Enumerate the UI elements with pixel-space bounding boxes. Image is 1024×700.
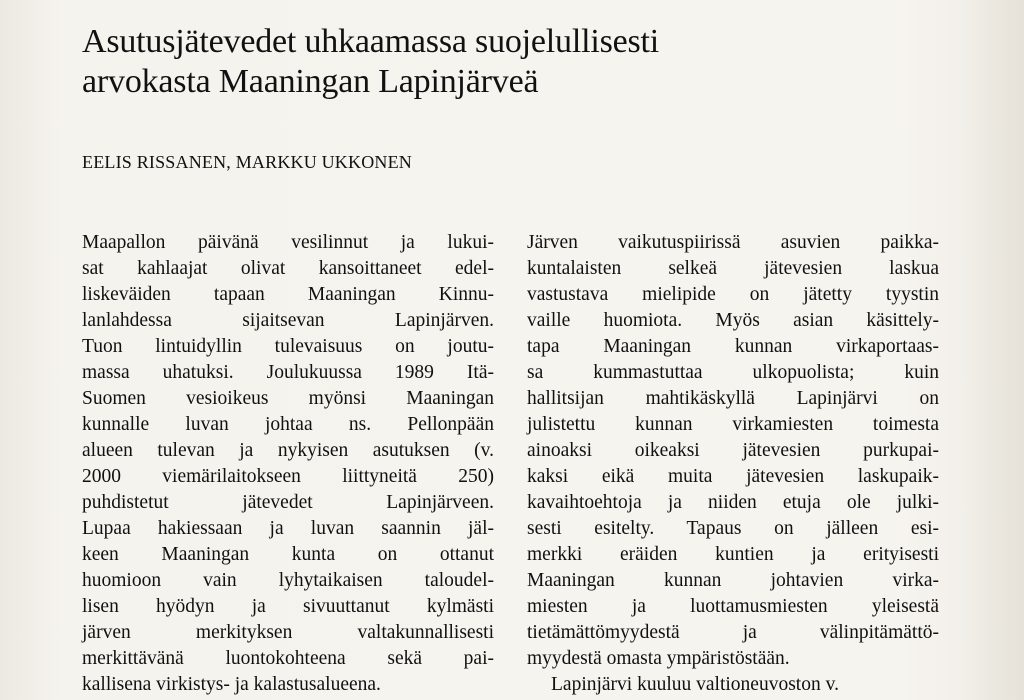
text-line: järven merkityksen valtakunnallisesti (82, 622, 494, 643)
page-edge-shadow (964, 0, 1024, 700)
text-line: myydestä omasta ympäristöstään. (527, 648, 790, 669)
text-line: vastustava mielipide on jätetty tyystin (527, 284, 939, 305)
text-line: vaille huomiota. Myös asian käsittely- (527, 310, 939, 331)
text-line: merkki eräiden kuntien ja erityisesti (527, 544, 939, 565)
text-line: Järven vaikutuspiirissä asuvien paikka- (527, 232, 939, 253)
text-line: huomioon vain lyhytaikaisen taloudel- (82, 570, 494, 591)
text-line: tapa Maaningan kunnan virkaportaas- (527, 336, 939, 357)
text-line: liskeväiden tapaan Maaningan Kinnu- (82, 284, 494, 305)
left-text-column (82, 230, 494, 698)
text-line: ainoaksi oikeaksi jätevesien purkupai- (527, 440, 939, 461)
text-line: massa uhatuksi. Joulukuussa 1989 Itä- (82, 362, 494, 383)
text-line: Suomen vesioikeus myönsi Maaningan (82, 388, 494, 409)
text-line: miesten ja luottamusmiesten yleisestä (527, 596, 939, 617)
text-line: kavaihtoehtoja ja niiden etuja ole julki- (527, 492, 939, 513)
right-text-column (527, 230, 939, 698)
title-line: Asutusjätevedet uhkaamassa suojelullisesti (82, 23, 660, 60)
article-authors: EELIS RISSANEN, MARKKU UKKONEN (82, 152, 412, 172)
text-line: Maaningan kunnan johtavien virka- (527, 570, 939, 591)
text-line: kuntalaisten selkeä jätevesien laskua (527, 258, 939, 279)
text-line: hallitsijan mahtikäskyllä Lapinjärvi on (527, 388, 939, 409)
text-line: 2000 viemärilaitokseen liittyneitä 250) (82, 466, 494, 487)
text-line: sa kummastuttaa ulkopuolista; kuin (527, 362, 939, 383)
text-line: lanlahdessa sijaitsevan Lapinjärven. (82, 310, 494, 331)
text-line: Lupaa hakiessaan ja luvan saannin jäl- (82, 518, 494, 539)
text-line: merkittävänä luontokohteena sekä pai- (82, 648, 494, 669)
text-line: kunnalle luvan johtaa ns. Pellonpään (82, 414, 494, 435)
text-line: alueen tulevan ja nykyisen asutuksen (v. (82, 440, 494, 461)
title-line: arvokasta Maaningan Lapinjärveä (82, 63, 539, 100)
text-line: tietämättömyydestä ja välinpitämättö- (527, 622, 939, 643)
text-line: sesti esitelty. Tapaus on jälleen esi- (527, 518, 939, 539)
text-line: Lapinjärvi kuuluu valtioneuvoston v. (551, 674, 839, 695)
text-line: kaksi eikä muita jätevesien laskupaik- (527, 466, 939, 487)
text-line: puhdistetut jätevedet Lapinjärveen. (82, 492, 494, 513)
text-line: kallisena virkistys- ja kalastusalueena. (82, 674, 381, 695)
text-line: julistettu kunnan virkamiesten toimesta (527, 414, 939, 435)
text-line: Tuon lintuidyllin tulevaisuus on joutu- (82, 336, 494, 357)
text-line: lisen hyödyn ja sivuuttanut kylmästi (82, 596, 494, 617)
text-line: sat kahlaajat olivat kansoittaneet edel- (82, 258, 494, 279)
text-line: keen Maaningan kunta on ottanut (82, 544, 494, 565)
text-line: Maapallon päivänä vesilinnut ja lukui- (82, 232, 494, 253)
article-title (82, 22, 842, 102)
